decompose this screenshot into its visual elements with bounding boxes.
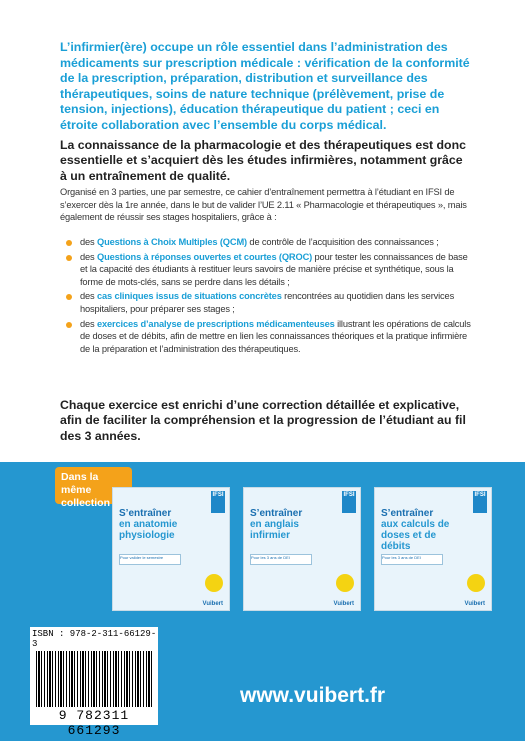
book-cover-calculs	[374, 487, 492, 611]
list-item: des cas cliniques issus de situations concrètes rencontrées au quotidien dans les services hospitaliers, pour préparer ses stages ;	[60, 290, 474, 315]
book-subtitle: Pour les 3 ans de DEI	[381, 554, 443, 565]
lead-paragraph: La connaissance de la pharmacologie et des thérapeutiques est donc essentielle et s’acquiert dès les études infirmières, notamment grâce à un entraînement de qualité.	[60, 138, 466, 183]
intro-paragraph: L’infirmier(ère) occupe un rôle essentiel dans l’administration des médicaments sur prescription médicale : vérification de la conformité de la prescription, préparation, distribution et surveillance des thérapeutiques, soins de nature technique (prélèvement, prise de tension, injections), éducation thérapeutique du patient ; ceci en étroite collaboration avec l’ensemble du corps médical.	[60, 40, 470, 132]
book-cover-anatomie	[112, 487, 230, 611]
bullet-icon	[66, 240, 72, 246]
closing-paragraph: Chaque exercice est enrichi d’une correction détaillée et explicative, afin de faciliter la compréhension et la progression de l’étudiant au fil des 3 années.	[60, 398, 466, 443]
ifsi-badge: IFSI	[342, 491, 356, 513]
book-subtitle: Pour les 3 ans de DEI	[250, 554, 312, 565]
publisher-logo: Vuibert	[333, 601, 354, 607]
book-title: S’entraîner aux calculs de doses et de débits	[381, 508, 450, 552]
ifsi-badge: IFSI	[211, 491, 225, 513]
barcode-number: 9 782311 661293	[58, 708, 130, 738]
body-paragraph: Organisé en 3 parties, une par semestre, ce cahier d’entraînement permettra à l’étudiant en IFSI de s’exercer dès la 1re année, dans le but de valider l’UE 2.11 « Pharmacologie et thérapeutiques », mais également de réussir ses stages hospitaliers, grâce à :	[60, 187, 467, 223]
list-item: des Questions à Choix Multiples (QCM) de contrôle de l’acquisition des connaissances ;	[60, 236, 474, 249]
book-title: S’entraîner en anglais infirmier	[250, 508, 303, 541]
isbn-text: ISBN : 978-2-311-66129-3	[32, 629, 157, 649]
publisher-logo: Vuibert	[202, 601, 223, 607]
list-item: des exercices d’analyse de prescriptions médicamenteuses illustrant les opérations de calculs de doses et de débits, afin de mettre en lien les connaissances théoriques et la pratique infirmière de la préparation et l’administration des thérapeutiques.	[60, 318, 474, 356]
book-subtitle: Pour valider le semestre	[119, 554, 181, 565]
bullet-icon	[66, 255, 72, 261]
bullet-icon	[66, 322, 72, 328]
website-url: www.vuibert.fr	[240, 684, 386, 707]
barcode-icon	[36, 651, 154, 707]
book-title: S’entraîner en anatomie physiologie	[119, 508, 178, 541]
collection-label: Dans la même collection	[55, 467, 132, 504]
ifsi-badge: IFSI	[473, 491, 487, 513]
sticker-icon	[467, 574, 485, 592]
bullet-icon	[66, 294, 72, 300]
list-item: des Questions à réponses ouvertes et courtes (QROC) pour tester les connaissances de base et la capacité des étudiants à restituer leurs savoirs de manière précise et synthétique, sous la forme de mots-clés, sans se perdre dans les détails ;	[60, 251, 474, 289]
feature-list	[60, 236, 474, 357]
book-cover-anglais	[243, 487, 361, 611]
isbn-barcode	[30, 627, 158, 738]
sticker-icon	[336, 574, 354, 592]
sticker-icon	[205, 574, 223, 592]
publisher-logo: Vuibert	[464, 601, 485, 607]
